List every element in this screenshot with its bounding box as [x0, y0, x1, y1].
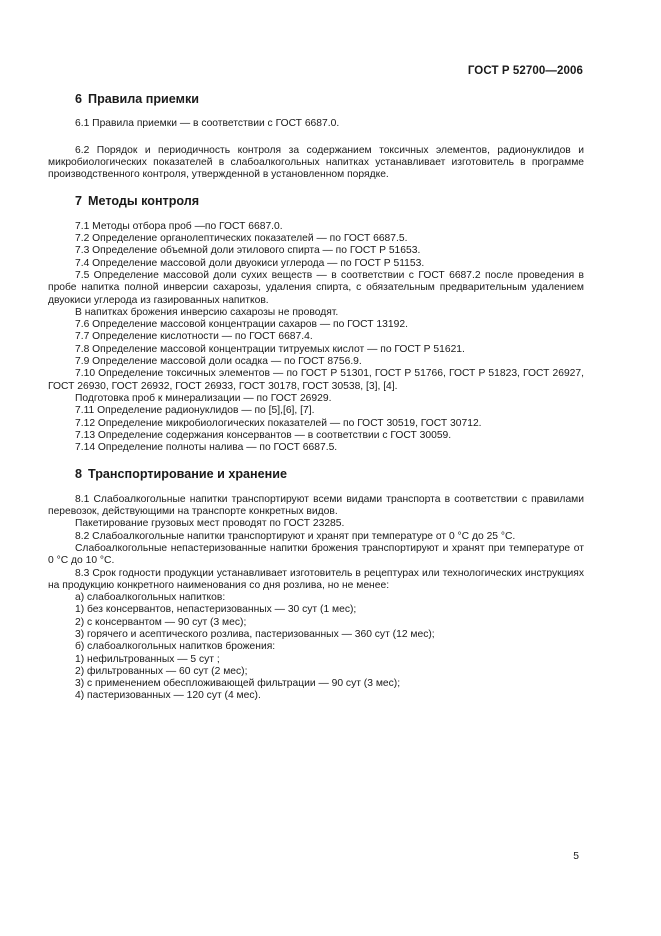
- section-8-number: 8: [75, 467, 83, 482]
- paragraph-8-1: 8.1 Слабоалкогольные напитки транспортируют всеми видами транспорта в соответствии с правилами перевозок, действующими на транспорте конкретных видов.: [48, 493, 584, 518]
- paragraph-7-10-note: Подготовка проб к минерализации — по ГОСТ 26929.: [75, 392, 332, 404]
- paragraph-7-5: 7.5 Определение массовой доли сухих веществ — в соответствии с ГОСТ 6687.2 после проведения в пробе напитка полной инверсии сахарозы, удаления спирта, с обязательным предварительным удалением двуокиси углерода из газированных напитков.: [48, 269, 584, 306]
- paragraph-7-14: 7.14 Определение полноты налива — по ГОСТ 6687.5.: [75, 442, 338, 454]
- section-6-title: Правила приемки: [88, 92, 199, 106]
- paragraph-7-6: 7.6 Определение массовой концентрации сахаров — по ГОСТ 13192.: [75, 319, 408, 331]
- paragraph-7-7: 7.7 Определение кислотности — по ГОСТ 6687.4.: [75, 331, 313, 343]
- list-item: б) слабоалкогольных напитков брожения:: [75, 641, 276, 653]
- paragraph-8-2: 8.2 Слабоалкогольные напитки транспортируют и хранят при температуре от 0 °С до 25 °С.: [75, 530, 516, 542]
- section-8-title: Транспортирование и хранение: [88, 467, 287, 482]
- section-7-heading: [75, 195, 584, 207]
- section-8-heading: [75, 468, 584, 480]
- paragraph-8-2-note: Слабоалкогольные непастеризованные напитки брожения транспортируют и хранят при температуре от 0 °С до 10 °С.: [48, 542, 584, 567]
- paragraph-7-10: 7.10 Определение токсичных элементов — по ГОСТ Р 51301, ГОСТ Р 51766, ГОСТ Р 51823, ГОСТ 26927, ГОСТ 26930, ГОСТ 26932, ГОСТ 26933, ГОСТ 30178, ГОСТ 30538, [3], [4].: [48, 368, 584, 392]
- page-number: 5: [573, 851, 579, 862]
- list-item: 4) пастеризованных — 120 сут (4 мес).: [75, 690, 261, 702]
- paragraph-7-11: 7.11 Определение радионуклидов — по [5],[6], [7].: [75, 405, 315, 417]
- section-7-number: 7: [75, 194, 83, 209]
- paragraph-8-3: 8.3 Срок годности продукции устанавливает изготовитель в рецептурах или технологических инструкциях на продукцию конкретного наименования со дня розлива, но не менее:: [48, 567, 584, 591]
- list-item: а) слабоалкогольных напитков:: [75, 592, 226, 604]
- paragraph-7-5-note: В напитках брожения инверсию сахарозы не проводят.: [75, 306, 339, 318]
- page-content: [48, 93, 584, 703]
- section-6-number: 6: [75, 92, 83, 106]
- paragraph-8-1-note: Пакетирование грузовых мест проводят по ГОСТ 23285.: [75, 518, 345, 530]
- paragraph-6-2: 6.2 Порядок и периодичность контроля за содержанием токсичных элементов, радионуклидов и микробиологических показателей в слабоалкогольных напитках устанавливает изготовитель в программе производственного контроля, утвержденной в установленном порядке.: [48, 144, 584, 181]
- list-item: 1) без консервантов, непастеризованных — 30 сут (1 мес);: [75, 604, 357, 616]
- section-7-title: Методы контроля: [88, 194, 200, 209]
- paragraph-7-8: 7.8 Определение массовой концентрации титруемых кислот — по ГОСТ Р 51621.: [75, 343, 465, 355]
- paragraph-7-12: 7.12 Определение микробиологических показателей — по ГОСТ 30519, ГОСТ 30712.: [75, 417, 482, 429]
- paragraph-6-1: 6.1 Правила приемки — в соответствии с ГОСТ 6687.0.: [75, 118, 340, 130]
- paragraph-7-3: 7.3 Определение объемной доли этилового спирта — по ГОСТ Р 51653.: [75, 245, 421, 257]
- paragraph-7-13: 7.13 Определение содержания консервантов — в соответствии с ГОСТ 30059.: [75, 429, 452, 441]
- list-item: 2) фильтрованных — 60 сут (2 мес);: [75, 665, 248, 677]
- list-item: 3) с применением обеспложивающей фильтрации — 90 сут (3 мес);: [75, 678, 401, 690]
- section-6-heading: [75, 93, 584, 105]
- list-item: 2) с консервантом — 90 сут (3 мес);: [75, 616, 247, 628]
- paragraph-7-1: 7.1 Методы отбора проб —по ГОСТ 6687.0.: [75, 220, 283, 232]
- list-item: 3) горячего и асептического розлива, пастеризованных — 360 сут (12 мес);: [75, 628, 435, 640]
- document-number-header: ГОСТ Р 52700—2006: [467, 65, 583, 77]
- paragraph-7-4: 7.4 Определение массовой доли двуокиси углерода — по ГОСТ Р 51153.: [75, 257, 425, 269]
- paragraph-7-9: 7.9 Определение массовой доли осадка — по ГОСТ 8756.9.: [75, 356, 362, 368]
- paragraph-7-2: 7.2 Определение органолептических показателей — по ГОСТ 6687.5.: [75, 233, 408, 245]
- list-item: 1) нефильтрованных — 5 сут ;: [75, 653, 220, 665]
